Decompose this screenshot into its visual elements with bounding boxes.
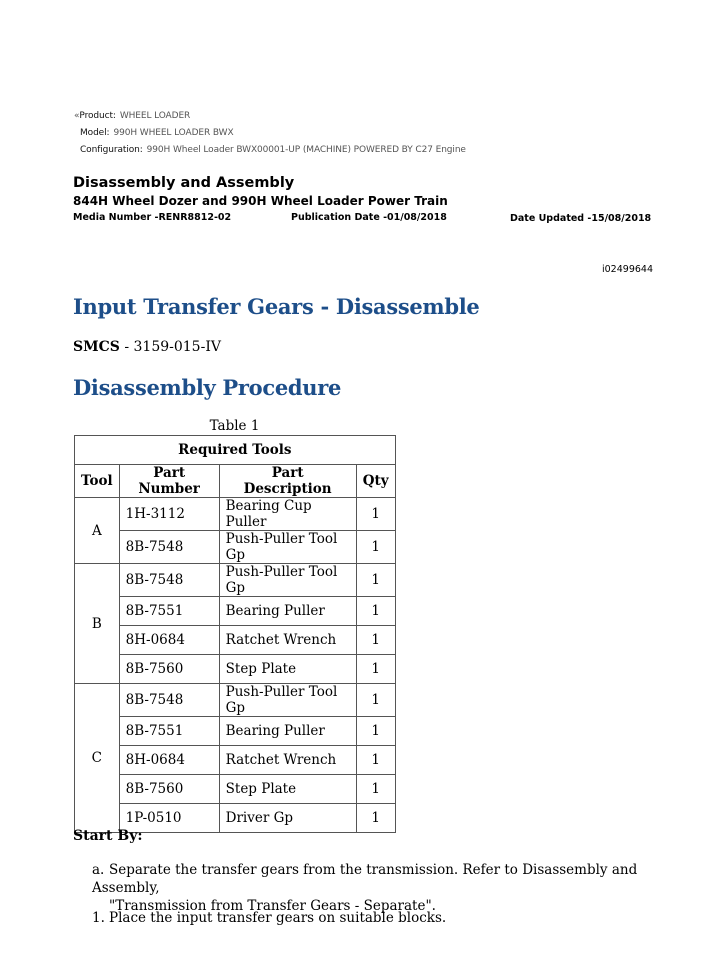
part-description-cell: Driver Gp [219,804,356,833]
part-number-cell: 8H-0684 [119,746,219,775]
part-number-cell: 8B-7560 [119,655,219,684]
model-label: Model: [80,128,110,138]
smcs-value: - 3159-015-IV [119,339,221,355]
part-description-cell: Push-Puller Tool Gp [219,684,356,717]
part-number-cell: 8B-7548 [119,564,219,597]
table-row [75,564,396,597]
part-number-cell: 8B-7551 [119,717,219,746]
part-description-cell: Push-Puller Tool Gp [219,531,356,564]
part-number-cell: 1P-0510 [119,804,219,833]
qty-cell: 1 [356,746,395,775]
back-arrow-icon[interactable]: « [74,111,80,121]
part-number-cell: 8B-7548 [119,531,219,564]
meta-product [74,111,190,121]
table-row [75,498,396,531]
part-description-cell: Ratchet Wrench [219,746,356,775]
qty-cell: 1 [356,655,395,684]
part-number-cell: 8B-7551 [119,597,219,626]
page-title: Input Transfer Gears - Disassemble [73,294,480,319]
date-updated: Date Updated -15/08/2018 [510,213,652,224]
col-header-part-description: Part Description [219,465,356,498]
col-header-qty: Qty [356,465,395,498]
qty-cell: 1 [356,498,395,531]
part-description-cell: Step Plate [219,775,356,804]
step-a-marker: a. [92,862,105,878]
qty-cell: 1 [356,626,395,655]
col-header-part-number: Part Number [119,465,219,498]
smcs-code [73,339,221,355]
part-number-cell: 8B-7548 [119,684,219,717]
model-value: 990H WHEEL LOADER BWX [113,128,234,138]
qty-cell: 1 [356,775,395,804]
config-value: 990H Wheel Loader BWX00001-UP (MACHINE) POWERED BY C27 Engine [146,145,466,155]
table-row [75,684,396,717]
qty-cell: 1 [356,564,395,597]
tool-group-cell: C [75,684,120,833]
qty-cell: 1 [356,717,395,746]
meta-config [80,145,466,155]
table-row [75,531,396,564]
table-row [75,597,396,626]
part-number-cell: 8B-7560 [119,775,219,804]
col-header-tool: Tool [75,465,120,498]
step-a [92,861,652,915]
product-value: WHEEL LOADER [119,111,191,121]
table-row [75,655,396,684]
table-row [75,717,396,746]
step-a-text: Separate the transfer gears from the transmission. Refer to Disassembly and Assembly, [92,862,638,896]
publication-date: Publication Date -01/08/2018 [291,212,447,223]
table-row [75,775,396,804]
step-a-reference[interactable]: "Transmission from Transfer Gears - Separate". [109,898,436,914]
qty-cell: 1 [356,684,395,717]
part-description-cell: Bearing Cup Puller [219,498,356,531]
step-1 [92,909,446,927]
qty-cell: 1 [356,597,395,626]
start-by-heading: Start By: [73,828,143,844]
doc-id: i02499644 [602,264,653,275]
table-row [75,746,396,775]
part-description-cell: Push-Puller Tool Gp [219,564,356,597]
tool-group-cell: A [75,498,120,564]
part-number-cell: 1H-3112 [119,498,219,531]
section-title: Disassembly Procedure [73,375,342,400]
doc-title: Disassembly and Assembly [73,175,295,191]
media-number: Media Number -RENR8812-02 [73,212,232,223]
step-1-text: Place the input transfer gears on suitable blocks. [109,910,447,926]
table-heading: Required Tools [75,436,396,465]
smcs-label: SMCS [73,339,120,355]
meta-model [80,128,234,138]
config-label: Configuration: [80,145,143,155]
part-description-cell: Step Plate [219,655,356,684]
table-body [75,498,396,833]
table-row [75,626,396,655]
product-label: Product: [79,111,116,121]
part-description-cell: Bearing Puller [219,717,356,746]
tool-group-cell: B [75,564,120,684]
part-description-cell: Ratchet Wrench [219,626,356,655]
qty-cell: 1 [356,531,395,564]
part-description-cell: Bearing Puller [219,597,356,626]
part-number-cell: 8H-0684 [119,626,219,655]
qty-cell: 1 [356,804,395,833]
doc-subtitle: 844H Wheel Dozer and 990H Wheel Loader Power Train [73,194,448,208]
required-tools-table [74,435,396,833]
step-1-marker: 1. [92,910,105,926]
table-caption: Table 1 [209,418,260,434]
